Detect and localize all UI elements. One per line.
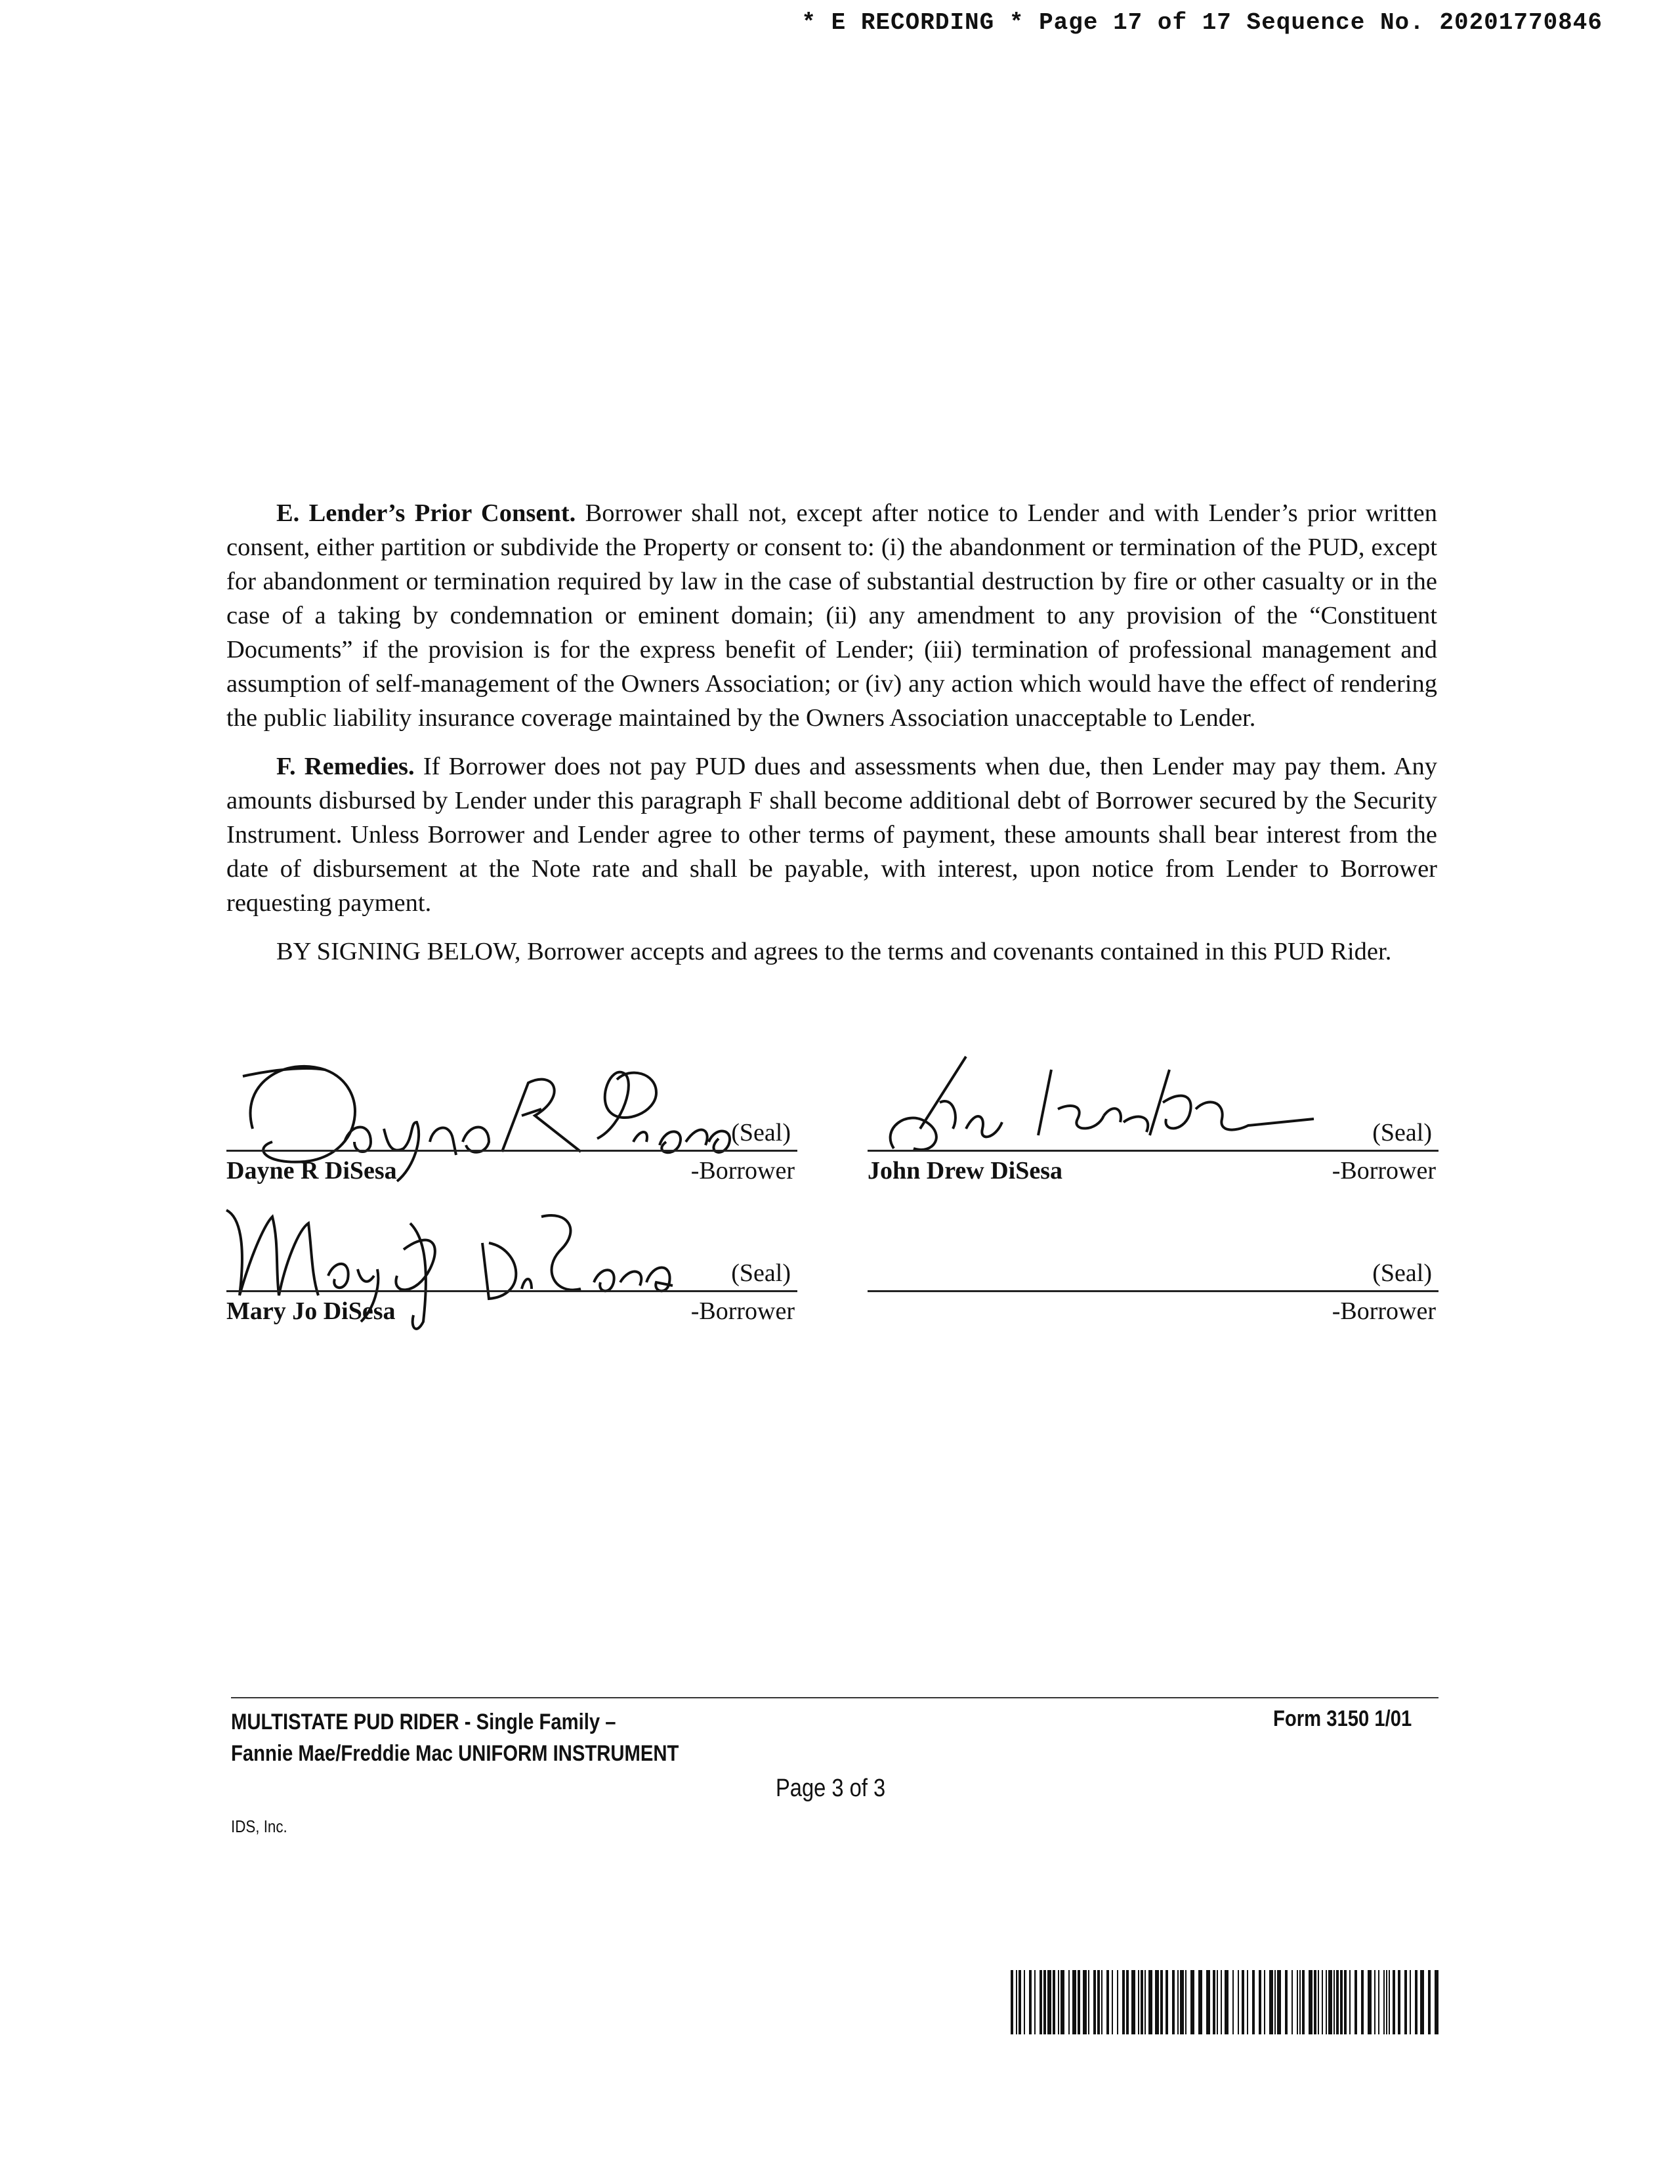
barcode-bar xyxy=(1334,1970,1335,2034)
signer-name: John Drew DiSesa xyxy=(868,1157,1062,1185)
barcode-bar xyxy=(1047,1970,1051,2034)
barcode-bar xyxy=(1428,1970,1431,2034)
barcode-bar xyxy=(1177,1970,1179,2034)
section-lenders-consent xyxy=(226,496,1437,735)
seal-label: (Seal) xyxy=(1372,1259,1432,1287)
barcode-bar xyxy=(1040,1970,1042,2034)
barcode-bar xyxy=(1264,1970,1265,2034)
form-title-line1: MULTISTATE PUD RIDER - Single Family – xyxy=(231,1710,616,1734)
barcode-bar xyxy=(1166,1970,1168,2034)
barcode-bar xyxy=(1088,1970,1089,2034)
barcode-bar xyxy=(1299,1970,1301,2034)
barcode-bar xyxy=(1344,1970,1347,2034)
section-heading: E. Lender’s Prior Consent. xyxy=(276,499,576,527)
footer-divider xyxy=(231,1697,1438,1698)
seal-label: (Seal) xyxy=(731,1259,791,1287)
barcode-bar xyxy=(1247,1970,1248,2034)
barcode-bar xyxy=(1093,1970,1096,2034)
recording-header: * E RECORDING * Page 17 of 17 Sequence No. 20201770846 xyxy=(801,9,1603,36)
barcode-bar xyxy=(1252,1970,1255,2034)
barcode-bar xyxy=(1314,1970,1316,2034)
signature-line xyxy=(226,1150,797,1152)
barcode-bar xyxy=(1018,1970,1021,2034)
rider-body xyxy=(226,496,1437,983)
barcode-bar xyxy=(1326,1970,1327,2034)
signer-role: -Borrower xyxy=(690,1157,795,1185)
barcode-bar xyxy=(1117,1970,1118,2034)
section-signing: BY SIGNING BELOW, Borrower accepts and agrees to the terms and covenants contained in this PUD Rider. xyxy=(276,938,1392,965)
barcode-bar xyxy=(1217,1970,1218,2034)
barcode-bar xyxy=(1131,1970,1135,2034)
barcode-bar xyxy=(1024,1970,1025,2034)
signature-line xyxy=(868,1150,1438,1152)
barcode-bar xyxy=(1190,1970,1194,2034)
barcode-bar xyxy=(1155,1970,1159,2034)
barcode-bar xyxy=(1198,1970,1202,2034)
vendor-label: IDS, Inc. xyxy=(231,1816,287,1836)
barcode-bar xyxy=(1435,1970,1438,2034)
barcode-bar xyxy=(1292,1970,1293,2034)
barcode-bar xyxy=(1185,1970,1186,2034)
barcode-bar xyxy=(1354,1970,1357,2034)
barcode-bar xyxy=(1078,1970,1080,2034)
barcode-bar xyxy=(1383,1970,1385,2034)
form-number: Form 3150 1/01 xyxy=(1273,1706,1412,1731)
signer-name: Dayne R DiSesa xyxy=(226,1157,397,1185)
section-text: Borrower shall not, except after notice to Lender and with Lender’s prior written consent, either partition or subdivide the Property or consent to: (i) the abandonment or termination of the PUD, except for abandonment or termination required by law in the case of substantial destruction by fire or other casualty or in the case of a taking by condemnation or eminent domain; (ii) any amendment to any provision of the “Constituent Documents” if the provision is for the express benefit of Lender; (iii) termination of professional management and assumption of self-management of the Owners Association; or (iv) any action which would have the effect of rendering the public liability insurance coverage maintained by the Owners Association unacceptable to Lender. xyxy=(226,499,1438,732)
barcode-bar xyxy=(1072,1970,1076,2034)
seal-label: (Seal) xyxy=(731,1119,791,1146)
barcode-bar xyxy=(1242,1970,1244,2034)
barcode-bar xyxy=(1225,1970,1228,2034)
barcode-bar xyxy=(1297,1970,1298,2034)
barcode-bar xyxy=(1404,1970,1407,2034)
section-heading: F. Remedies. xyxy=(276,753,415,780)
section-text: If Borrower does not pay PUD dues and assessments when due, then Lender may pay them. Any amounts disbursed by Lender under this paragraph F shall become additional debt of Borrower secured by the Security Instrument. Unless Borrower and Lender agree to other terms of payment, these amounts shall bear interest from the date of disbursement at the Note rate and shall be payable, with interest, upon notice from Lender to Borrower requesting payment. xyxy=(226,753,1437,917)
barcode-bar xyxy=(1043,1970,1046,2034)
barcode-bar xyxy=(1206,1970,1210,2034)
barcode-bar xyxy=(1410,1970,1411,2034)
barcode-bar xyxy=(1053,1970,1055,2034)
barcode-bar xyxy=(1336,1970,1339,2034)
barcode-bar xyxy=(1141,1970,1143,2034)
barcode-bar xyxy=(1349,1970,1351,2034)
barcode-bar xyxy=(1083,1970,1087,2034)
signer-role: -Borrower xyxy=(1332,1297,1436,1325)
barcode-bar xyxy=(1322,1970,1323,2034)
barcode-bar xyxy=(1221,1970,1222,2034)
barcode-bar xyxy=(1144,1970,1146,2034)
barcode-bar xyxy=(1393,1970,1395,2034)
barcode-bar xyxy=(1274,1970,1276,2034)
signature-block-mary xyxy=(226,1217,797,1354)
barcode-bar xyxy=(1302,1970,1305,2034)
barcode-image xyxy=(1011,1970,1444,2034)
barcode-bar xyxy=(1374,1970,1376,2034)
form-title xyxy=(231,1706,679,1769)
seal-label: (Seal) xyxy=(1372,1119,1432,1146)
barcode-bar xyxy=(1309,1970,1312,2034)
barcode-bar xyxy=(1029,1970,1032,2034)
barcode-bar xyxy=(1011,1970,1013,2034)
barcode-bar xyxy=(1415,1970,1418,2034)
barcode-bar xyxy=(1269,1970,1273,2034)
barcode-bar xyxy=(1285,1970,1288,2034)
signature-line xyxy=(868,1290,1438,1292)
barcode-bar xyxy=(1160,1970,1163,2034)
page-number: Page 3 of 3 xyxy=(776,1774,886,1802)
barcode-bar xyxy=(1126,1970,1129,2034)
barcode-bar xyxy=(1148,1970,1152,2034)
barcode-bar xyxy=(1034,1970,1036,2034)
barcode-bar xyxy=(1180,1970,1184,2034)
barcode-bar xyxy=(1106,1970,1109,2034)
barcode-bar xyxy=(1213,1970,1215,2034)
barcode-bar xyxy=(1122,1970,1125,2034)
barcode-bar xyxy=(1328,1970,1332,2034)
barcode-bar xyxy=(1172,1970,1175,2034)
barcode-bar xyxy=(1389,1970,1390,2034)
barcode-bar xyxy=(1097,1970,1100,2034)
signer-role: -Borrower xyxy=(1332,1157,1436,1185)
signer-role: -Borrower xyxy=(690,1297,795,1325)
signer-name: Mary Jo DiSesa xyxy=(226,1297,396,1325)
form-title-line2: Fannie Mae/Freddie Mac UNIFORM INSTRUMENT xyxy=(231,1741,679,1766)
signature-block-blank xyxy=(868,1217,1438,1354)
barcode-bar xyxy=(1060,1970,1064,2034)
barcode-bar xyxy=(1368,1970,1372,2034)
barcode-bar xyxy=(1259,1970,1261,2034)
signature-block-john xyxy=(868,1076,1438,1214)
barcode-bar xyxy=(1340,1970,1343,2034)
barcode-bar xyxy=(1386,1970,1387,2034)
barcode-bar xyxy=(1101,1970,1102,2034)
barcode-bar xyxy=(1138,1970,1139,2034)
barcode-bar xyxy=(1398,1970,1400,2034)
barcode-bar xyxy=(1016,1970,1017,2034)
barcode-bar xyxy=(1361,1970,1364,2034)
barcode-bar xyxy=(1112,1970,1113,2034)
barcode-bar xyxy=(1277,1970,1281,2034)
barcode-bar xyxy=(1058,1970,1059,2034)
section-remedies xyxy=(226,749,1437,920)
barcode-bar xyxy=(1378,1970,1379,2034)
barcode-bar xyxy=(1068,1970,1070,2034)
barcode-bar xyxy=(1318,1970,1319,2034)
signature-line xyxy=(226,1290,797,1292)
barcode-bar xyxy=(1420,1970,1424,2034)
barcode-bar xyxy=(1232,1970,1234,2034)
barcode-bar xyxy=(1238,1970,1239,2034)
